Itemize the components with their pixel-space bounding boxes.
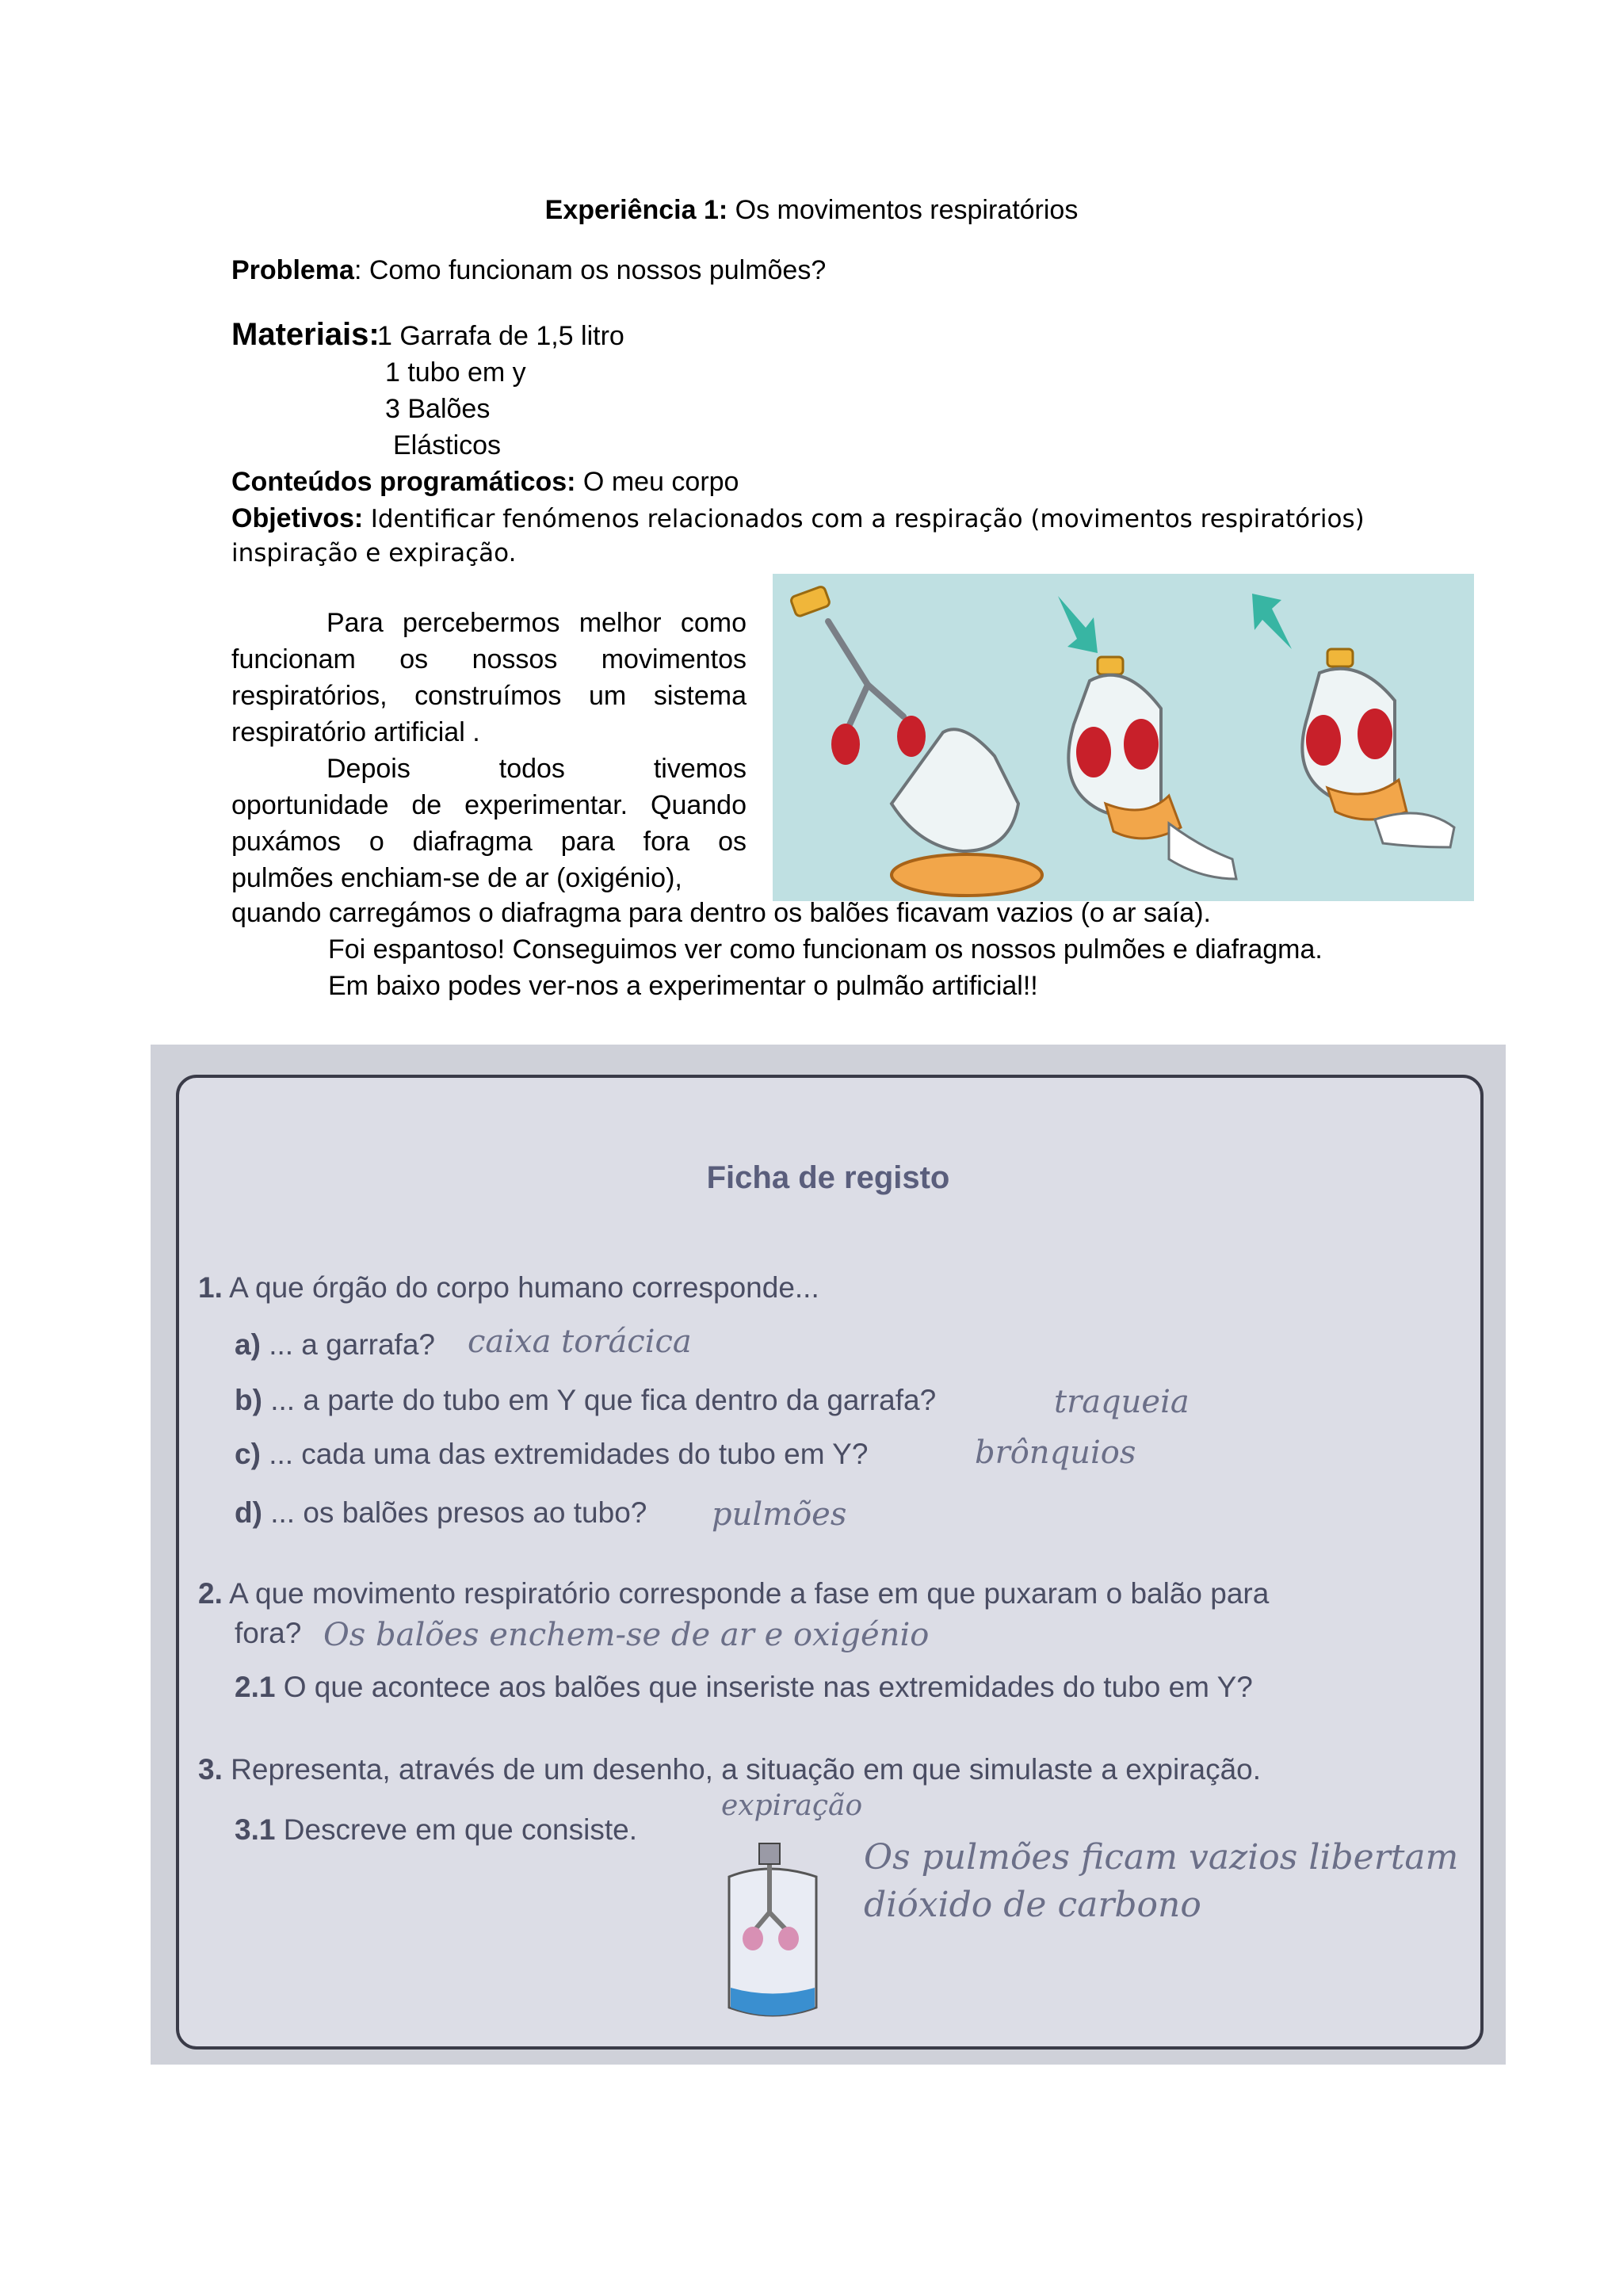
question-1c (235, 1438, 868, 1471)
materiais-line (231, 317, 380, 353)
handwritten-answer: traqueia (1054, 1384, 1190, 1420)
question-number: c) (235, 1438, 261, 1470)
question-text: ... os balões presos ao tubo? (270, 1496, 647, 1529)
materiais-item: 1 tubo em y (385, 357, 526, 388)
drawing-label: expiração (721, 1790, 863, 1822)
worksheet-title: Ficha de registo (706, 1160, 950, 1195)
question-number: b) (235, 1384, 262, 1416)
materiais-item: 3 Balões (385, 394, 491, 424)
objetivos-text-line2: inspiração e expiração. (231, 539, 517, 567)
materiais-item: Elásticos (393, 430, 502, 460)
materiais-item: 1 Garrafa de 1,5 litro (377, 321, 624, 351)
title-label: Experiência 1: (544, 195, 728, 225)
question-2 (198, 1577, 1269, 1610)
materiais-label: Materiais: (231, 317, 380, 352)
question-1d (235, 1496, 647, 1530)
question-1b (235, 1384, 936, 1417)
question-3-1 (235, 1813, 637, 1847)
student-drawing (705, 1837, 840, 2027)
question-text: ... a parte do tubo em Y que fica dentro da garrafa? (270, 1384, 937, 1416)
question-text: Representa, através de um desenho, a situação em que simulaste a expiração. (231, 1753, 1262, 1786)
objetivos-label: Objetivos: (231, 503, 364, 533)
after-line-2: Foi espantoso! Conseguimos ver como funcionam os nossos pulmões e diafragma. (328, 934, 1323, 965)
question-text: A que movimento respiratório corresponde a fase em que puxaram o balão para (229, 1577, 1270, 1610)
handwritten-answer: dióxido de carbono (864, 1885, 1201, 1925)
question-number: d) (235, 1496, 262, 1529)
artificial-lung-illustration (773, 574, 1474, 901)
page-title (0, 195, 1623, 226)
question-1a (235, 1328, 435, 1362)
problema-label: Problema (231, 255, 354, 285)
question-1 (198, 1271, 819, 1305)
diaphragm-balloon-icon (892, 854, 1042, 896)
paragraph-1: Para percebermos melhor como funcionam os nossos movimentos respiratórios, construímos um sistema respiratório artificial . (231, 608, 747, 747)
question-2-1 (235, 1671, 1253, 1704)
question-number: a) (235, 1328, 261, 1361)
question-text: O que acontece aos balões que inseriste nas extremidades do tubo em Y? (283, 1671, 1253, 1703)
after-line-3: Em baixo podes ver-nos a experimentar o pulmão artificial!! (328, 971, 1038, 1001)
paragraph-2: Depois todos tivemos oportunidade de experimentar. Quando puxámos o diafragma para fora os pulmões enchiam-se de ar (oxigénio), (231, 754, 747, 893)
question-text: ... cada uma das extremidades do tubo em Y? (269, 1438, 869, 1470)
question-number: 3. (198, 1753, 223, 1786)
question-number: 2. (198, 1577, 223, 1610)
question-text: Descreve em que consiste. (283, 1813, 637, 1846)
question-text: ... a garrafa? (269, 1328, 435, 1361)
objetivos-line (231, 503, 1381, 534)
objetivos-text: Identificar fenómenos relacionados com a respiração (movimentos respiratórios) (370, 505, 1365, 533)
problema-line (231, 255, 826, 286)
conteudos-text: O meu corpo (575, 467, 739, 497)
handwritten-answer: Os pulmões ficam vazios libertam (864, 1837, 1459, 1878)
problema-text: : Como funcionam os nossos pulmões? (353, 255, 827, 285)
question-number: 3.1 (235, 1813, 276, 1846)
handwritten-answer: Os balões enchem-se de ar e oxigénio (323, 1617, 930, 1653)
worksheet-scan (151, 1045, 1506, 2065)
question-2-continued: fora? (235, 1617, 302, 1649)
title-text: Os movimentos respiratórios (727, 195, 1079, 225)
experiment-paragraph (231, 605, 747, 896)
question-number: 2.1 (235, 1671, 276, 1703)
question-3 (198, 1753, 1261, 1786)
conteudos-label: Conteúdos programáticos: (231, 467, 576, 497)
question-text: A que órgão do corpo humano corresponde... (229, 1271, 819, 1304)
after-line-1: quando carregámos o diafragma para dentro os balões ficavam vazios (o ar saía). (231, 898, 1211, 928)
handwritten-answer: caixa torácica (468, 1324, 692, 1360)
question-number: 1. (198, 1271, 223, 1304)
handwritten-answer: pulmões (712, 1496, 847, 1533)
conteudos-line (231, 467, 739, 498)
handwritten-answer: brônquios (975, 1435, 1136, 1471)
